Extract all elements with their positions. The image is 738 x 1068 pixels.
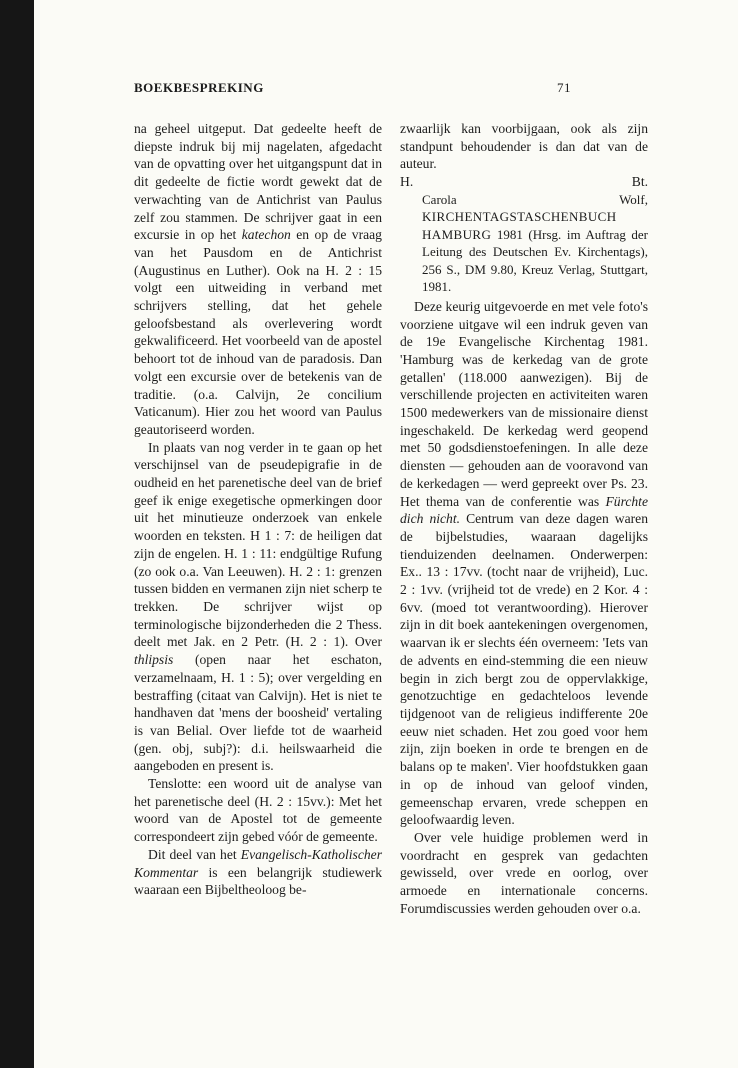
running-head [134, 80, 571, 96]
right-paragraph-1: zwaarlijk kan voorbijgaan, ook als zijn standpunt behoudender is dan dat van de auteur. [400, 121, 648, 172]
running-title: BOEKBESPREKING [134, 80, 264, 95]
scan-edge-right [700, 0, 738, 1068]
left-paragraph-3: Tenslotte: een woord uit de analyse van het parenetische deel (H. 2 : 15vv.): Met het woord van de Apostel tot de gemeente correspondeert zijn gebed vóór de gemeente. [134, 776, 382, 845]
right-paragraph-2: Deze keurig uitgevoerde en met vele foto's voorziene uitgave wil een indruk geven van de 19e Evangelische Kirchentag 1981. 'Hamburg was de kerkedag van de grote getallen' (118.000 aanwezigen). Bij de verschillende projecten en activiteiten waren 1500 medewerkers van de missionaire dienst ingeschakeld. De kerkedag werd geopend met 50 godsdienstoefeningen. In alle deze diensten — gehouden aan de vooravond van de kerkedagen — werd gepreekt over Ps. 23. Het thema van de conferentie was Fürchte dich nicht. Centrum van deze dagen waren de bijbelstudies, waaraan dagelijks tienduizenden deelnamen. Onderwerpen: Ex.. 13 : 17vv. (tocht naar de vrijheid), Luc. 2 : 1vv. (vrijheid tot de vrede) en 2 Kor. 4 : 6vv. (moed tot verantwoording). Hierover zijn in dit boek aantekeningen overgenomen, waarvan ik er slechts één overneem: 'Iets van de advents en eind-stemming die een nieuw begin in zich bergt zou de oppervlakkige, genotzuchtige en gedachteloos levende tijdgenoot van de religieus indifferente 20e eeuw niet schaden. Het zou goed voor hem zijn, zijn boeken in orde te brengen en de balans op te maken'. Vier hoofdstukken gaan in op de inhoud van geloof vinden, gemeenschap ervaren, vrede scheppen en geloofwaardig leven. [400, 298, 648, 828]
book-page [34, 0, 700, 1068]
term-thlipsis: thlipsis [134, 652, 174, 668]
page-number: 71 [557, 80, 571, 95]
right-column [400, 120, 648, 917]
citation-title: KIRCHENTAGSTASCHENBUCH HAMBURG [422, 209, 617, 242]
left-paragraph-2: In plaats van nog verder in te gaan op het verschijnsel van de pseudepigrafie in de oudheid en het parenetische deel van de brief geef ik enige exegetische opmerkingen door uit het minutieuze onderzoek van enkele woorden en teksten. H 1 : 7: de heiligen dat zijn de engelen. H. 1 : 11: endgültige Rufung (zo ook o.a. Van Leeuwen). H. 2 : 1: grenzen tussen bidden en vermanen zijn niet scherp te trekken. De schrijver wijst op terminologische bijzonderheden die 2 Thess. deelt met Jak. en 2 Petr. (H. 2 : 1). Over thlipsis (open naar het eschaton, verzamelnaam, H. 1 : 5); over vergelding en bestraffing (citaat van Calvijn). Het is niet te handhaven dat 'mens der boosheid' vertaling is van Belial. Over liefde tot de waarheid (gen. obj, subj?): d.i. heilswaarheid die aangeboden en present is. [134, 439, 382, 774]
right-paragraph-3: Over vele huidige problemen werd in voordracht en gesprek van gedachten gewisseld, over vrede en oorlog, over armoede en internationale concerns. Forumdiscussies werden gehouden over o.a. [400, 829, 648, 916]
left-paragraph-1: na geheel uitgeput. Dat gedeelte heeft de diepste indruk bij mij nagelaten, afgedacht van de opvatting over het uitgangspunt dat in dit gedeelte de fictie wordt gewekt dat de verwachting van de Antichrist van Paulus zelf zou stammen. De schrijver gaat in een excursie in op het katechon en op de vraag van het Pausdom en de Antichrist (Augustinus en Luther). Ook na H. 2 : 15 volgt een uitweiding in verband met schrijvers stelling, dat het gehele geloofsbestand als overlevering wordt gekwalificeerd. Het voorbeeld van de apostel behoort tot de inhoud van de paradosis. Dan volgt een excursie over de betekenis van de traditie. (o.a. Calvijn, 2e concilium Vaticanum). Hier zou het woord van Paulus geautoriseerd worden. [134, 121, 382, 437]
reviewer-signature [400, 173, 648, 191]
signature-right: Bt. [631, 174, 648, 190]
signature-left: H. [400, 174, 414, 190]
citation-author: Carola Wolf, [422, 191, 648, 207]
scan-edge-left [0, 0, 34, 1068]
series-title: Evangelisch-Katholischer Kommentar [134, 846, 382, 880]
left-paragraph-4: Dit deel van het Evangelisch-Katholischer Kommentar is een belangrijk studiewerk waaraan een Bijbeltheoloog be- [134, 846, 382, 898]
conference-theme: Fürchte dich nicht. [400, 493, 648, 527]
citation-details: 1981 (Hrsg. im Auftrag der Leitung des Deutschen Ev. Kirchentags), 256 S., DM 9.80, Kreuz Verlag, Stuttgart, 1981. [422, 226, 649, 295]
book-citation [400, 191, 648, 296]
left-column [134, 120, 382, 899]
term-katechon: katechon [241, 227, 291, 243]
